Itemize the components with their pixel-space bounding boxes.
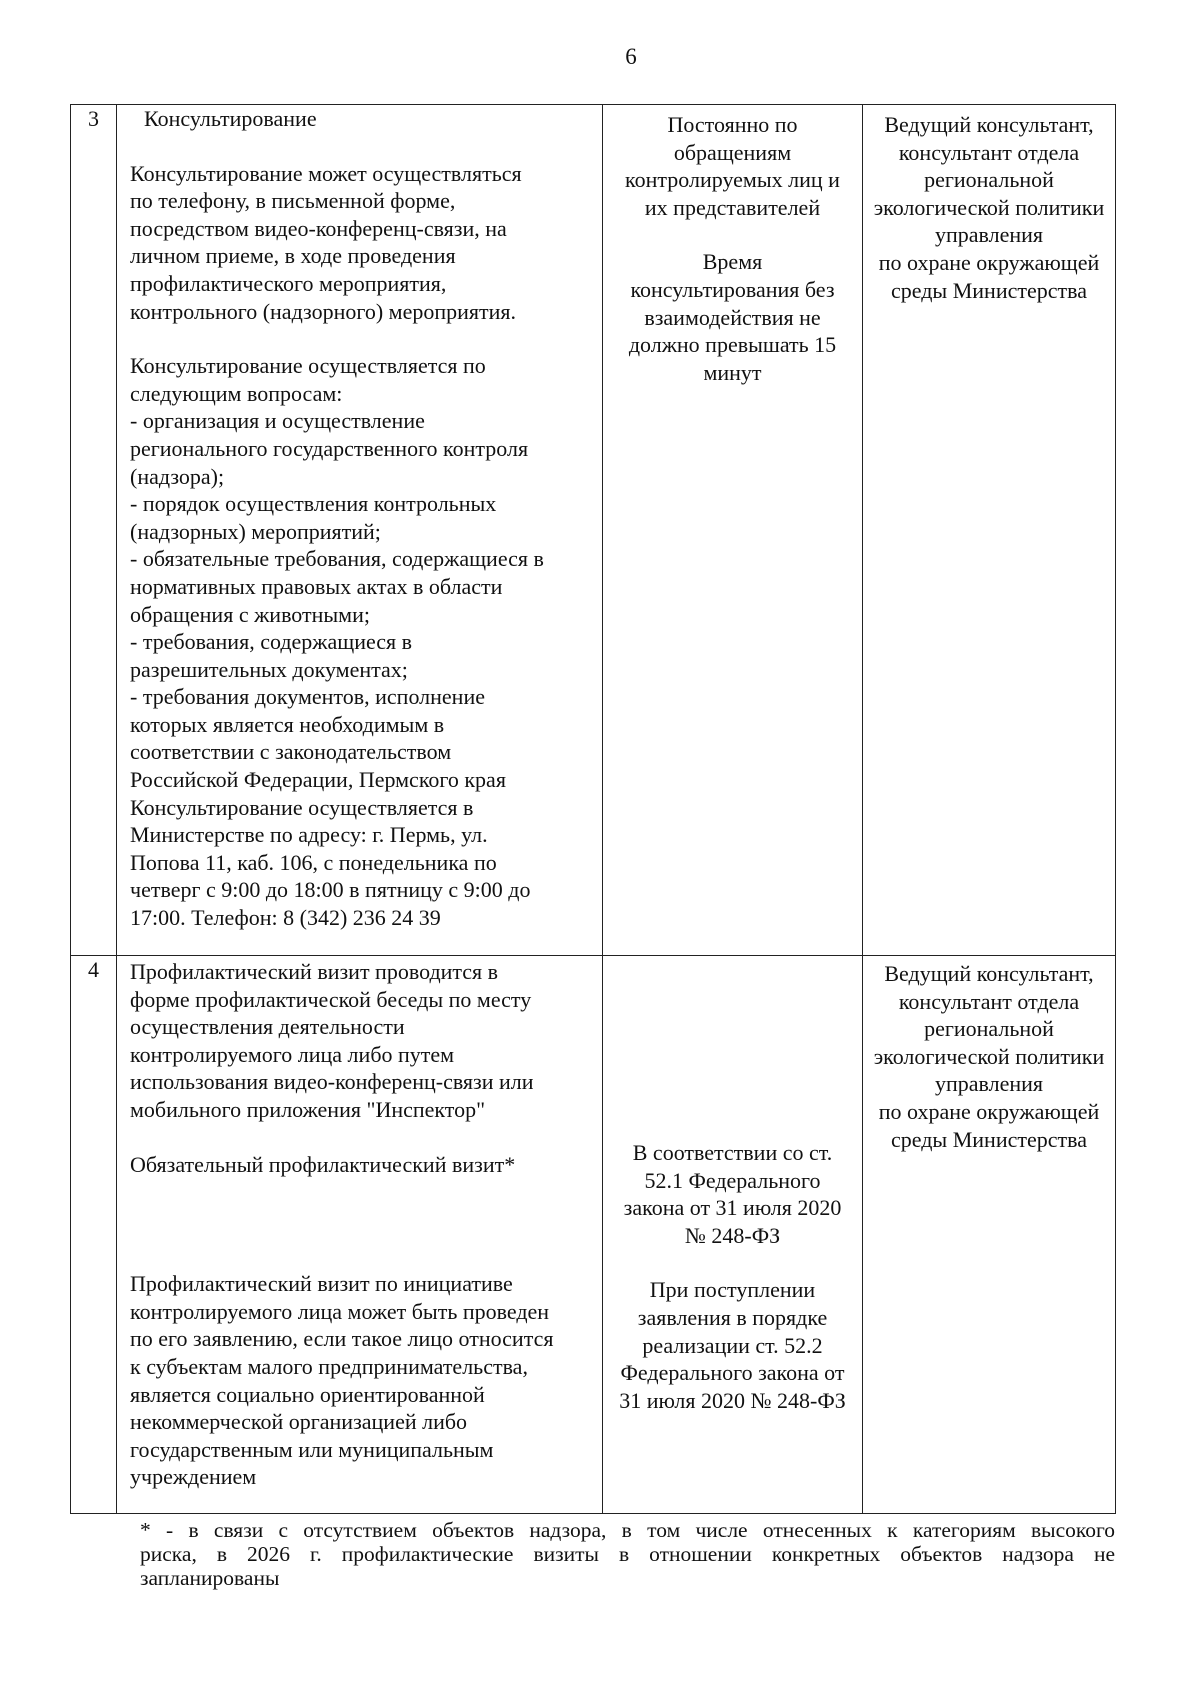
responsible-person: Ведущий консультант, консультант отдела региональной экологической политики управления по охране окружающей среды Министерства	[873, 961, 1105, 1152]
responsible-person: Ведущий консультант, консультант отдела региональной экологической политики управления по охране окружающей среды Министерства	[873, 112, 1105, 303]
row-number: 4	[71, 956, 117, 1514]
timing-cell	[603, 956, 863, 1514]
mandatory-visit-timing: В соответствии со ст. 52.1 Федерального закона от 31 июля 2020 № 248-ФЗ	[623, 1140, 842, 1248]
responsible-cell	[863, 105, 1116, 956]
activity-title: Консультирование	[144, 106, 317, 131]
page-number: 6	[625, 44, 637, 69]
initiative-visit-timing: При поступлении заявления в порядке реализации ст. 52.2 Федерального закона от 31 июля 2020 № 248-ФЗ	[619, 1277, 846, 1413]
row-number: 3	[71, 105, 117, 956]
responsible-cell	[863, 956, 1116, 1514]
table-row-3	[71, 105, 1116, 956]
timing-cell	[603, 105, 863, 956]
visit-description: Профилактический визит проводится в форме профилактической беседы по месту осуществления деятельности контролируемого лица либо путем использования видео-конференц-связи или мобильного приложения "Инспектор"	[130, 959, 534, 1122]
consulting-description: Консультирование может осуществляться по телефону, в письменной форме, посредством видео-конференц-связи, на личном приеме, в ходе проведения профилактического мероприятия, контрольного (надзорного) мероприятия.	[130, 160, 522, 324]
footnote: * - в связи с отсутствием объектов надзора, в том числе отнесенных к категориям высокого риска, в 2026 г. профилактические визиты в отношении конкретных объектов надзора не запланированы	[140, 1518, 1115, 1590]
activity-cell	[117, 956, 603, 1514]
consulting-duration: Время консультирования без взаимодействия не должно превышать 15 минут	[628, 249, 837, 385]
initiative-visit-description: Профилактический визит по инициативе контролируемого лица может быть проведен по его заявлению, если такое лицо относится к субъектам малого предпринимательства, является социально ориентированной некоммерческой организацией либо государственным или муниципальным учреждением	[130, 1271, 554, 1490]
consulting-questions: Консультирование осуществляется по следующим вопросам: - организация и осуществление регионального государственного контроля (надзора); - порядок осуществления контрольных (надзорных) мероприятий; - обязательные требования, содержащиеся в нормативных правовых актах в области обращения с животными; - требования, содержащиеся в разрешительных документах; - требования документов, исполнение которых является необходимым в соответствии с законодательством Российской Федерации, Пермского края Консультирование осуществляется в Министерстве по адресу: г. Пермь, ул. Попова 11, каб. 106, с понедельника по четверг с 9:00 до 18:00 в пятницу с 9:00 до 17:00. Телефон: 8 (342) 236 24 39	[130, 353, 544, 931]
activity-cell	[117, 105, 603, 956]
mandatory-visit-label: Обязательный профилактический визит*	[130, 1151, 516, 1177]
plan-table	[70, 104, 1116, 1514]
consulting-timing: Постоянно по обращениям контролируемых лиц и их представителей	[625, 112, 840, 220]
table-row-4	[71, 956, 1116, 1514]
